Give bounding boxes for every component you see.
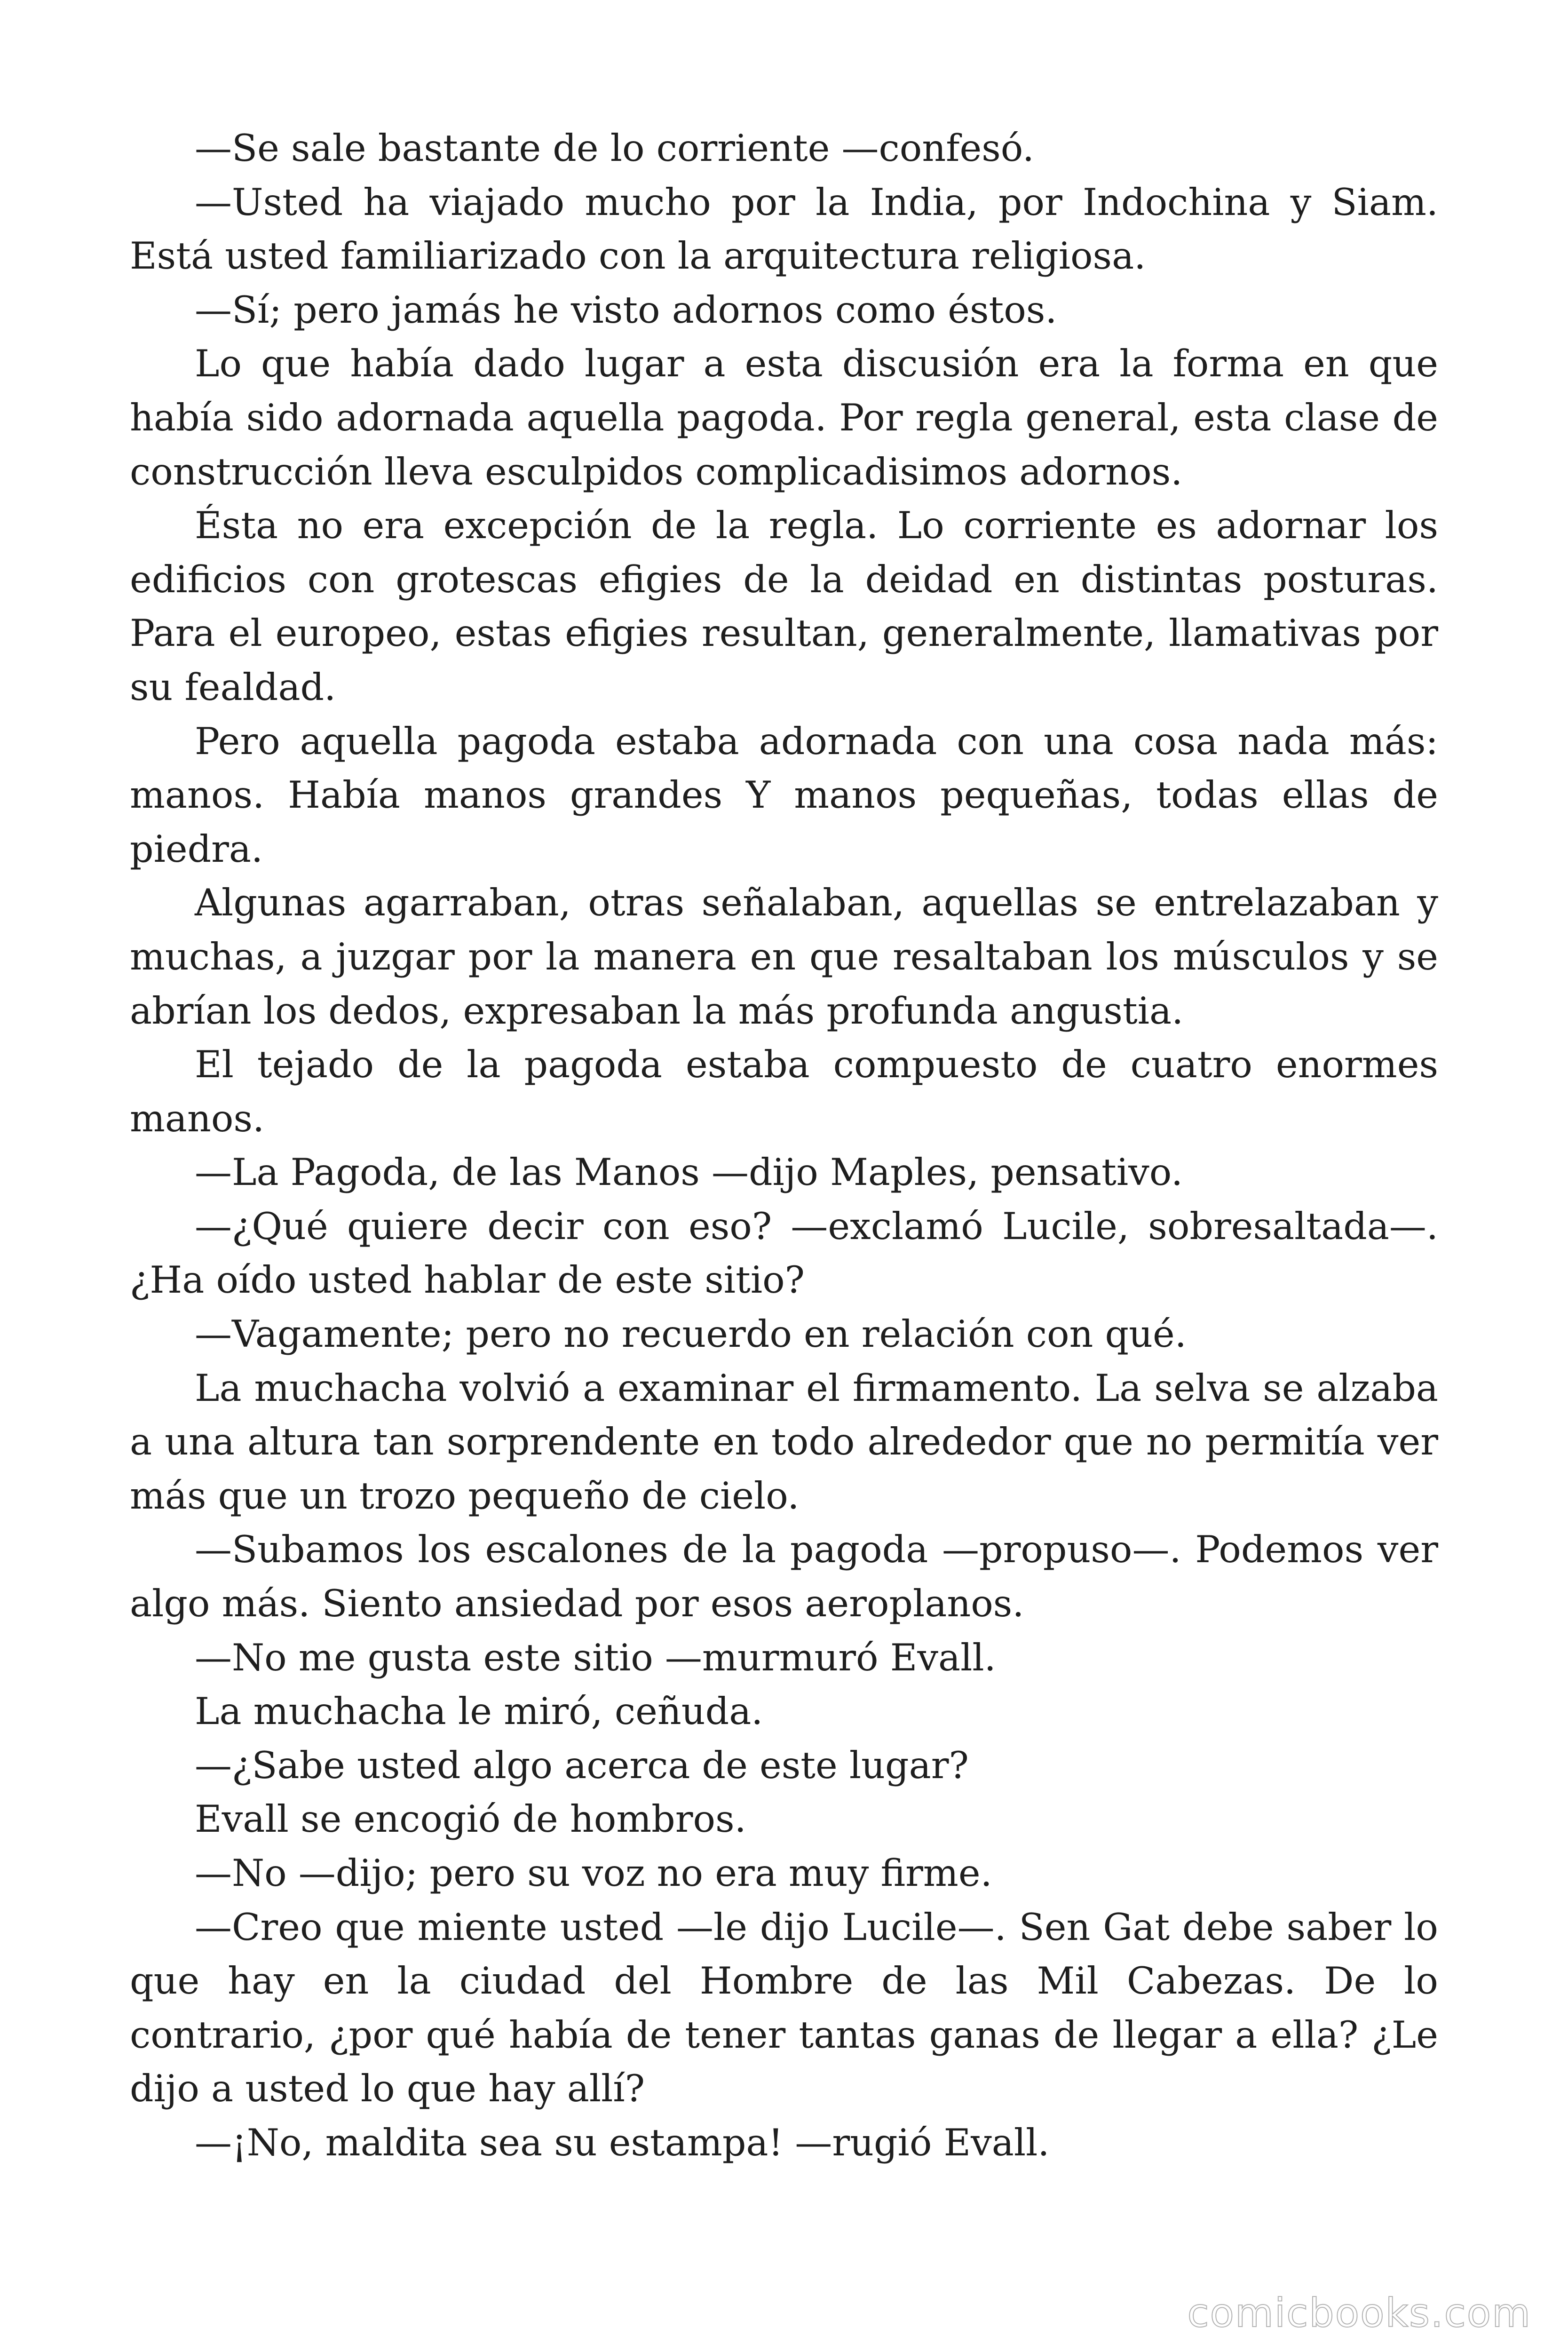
paragraph: —No —dijo; pero su voz no era muy firme. <box>195 1851 992 1895</box>
paragraph: —Subamos los escalones de la pagoda —propuso—. Podemos ver algo más. Siento ansiedad por esos aeroplanos. <box>130 1528 1438 1626</box>
watermark: comicbooks.com <box>1187 2290 1531 2336</box>
paragraph: —La Pagoda, de las Manos —dijo Maples, pensativo. <box>195 1151 1183 1194</box>
paragraph: Algunas agarraban, otras señalaban, aquellas se entrelazaban y muchas, a juzgar por la manera en que resaltaban los músculos y se abrían los dedos, expresaban la más profunda angustia. <box>130 881 1438 1033</box>
body-text <box>130 121 1438 2170</box>
paragraph: —¡No, maldita sea su estampa! —rugió Evall. <box>195 2121 1050 2164</box>
paragraph: —Vagamente; pero no recuerdo en relación con qué. <box>195 1312 1187 1356</box>
paragraph: —Sí; pero jamás he visto adornos como éstos. <box>195 288 1057 332</box>
paragraph: Ésta no era excepción de la regla. Lo corriente es adornar los edificios con grotescas efigies de la deidad en distintas posturas. Para el europeo, estas efigies resultan, generalmente, llamativas por su fealdad. <box>130 504 1438 709</box>
paragraph: La muchacha volvió a examinar el firmamento. La selva se alzaba a una altura tan sorprendente en todo alrededor que no permitía ver más que un trozo pequeño de cielo. <box>130 1366 1438 1518</box>
paragraph: Lo que había dado lugar a esta discusión era la forma en que había sido adornada aquella pagoda. Por regla general, esta clase de construcción lleva esculpidos complicadisimos adornos. <box>130 342 1438 493</box>
paragraph: Evall se encogió de hombros. <box>195 1797 746 1841</box>
paragraph: —Usted ha viajado mucho por la India, por Indochina y Siam. Está usted familiarizado con la arquitectura religiosa. <box>130 180 1438 278</box>
paragraph: —No me gusta este sitio —murmuró Evall. <box>195 1636 996 1679</box>
paragraph: —¿Sabe usted algo acerca de este lugar? <box>195 1743 969 1787</box>
paragraph: Pero aquella pagoda estaba adornada con una cosa nada más: manos. Había manos grandes Y manos pequeñas, todas ellas de piedra. <box>130 719 1438 871</box>
paragraph: —Se sale bastante de lo corriente —confesó. <box>195 127 1035 170</box>
paragraph: —¿Qué quiere decir con eso? —exclamó Lucile, sobresaltada—. ¿Ha oído usted hablar de este sitio? <box>130 1204 1438 1302</box>
paragraph: La muchacha le miró, ceñuda. <box>195 1690 763 1733</box>
paragraph: —Creo que miente usted —le dijo Lucile—. Sen Gat debe saber lo que hay en la ciudad del Hombre de las Mil Cabezas. De lo contrario, ¿por qué había de tener tantas ganas de llegar a ella? ¿Le dijo a usted lo que hay allí? <box>130 1905 1438 2111</box>
paragraph: El tejado de la pagoda estaba compuesto de cuatro enormes manos. <box>130 1043 1438 1140</box>
